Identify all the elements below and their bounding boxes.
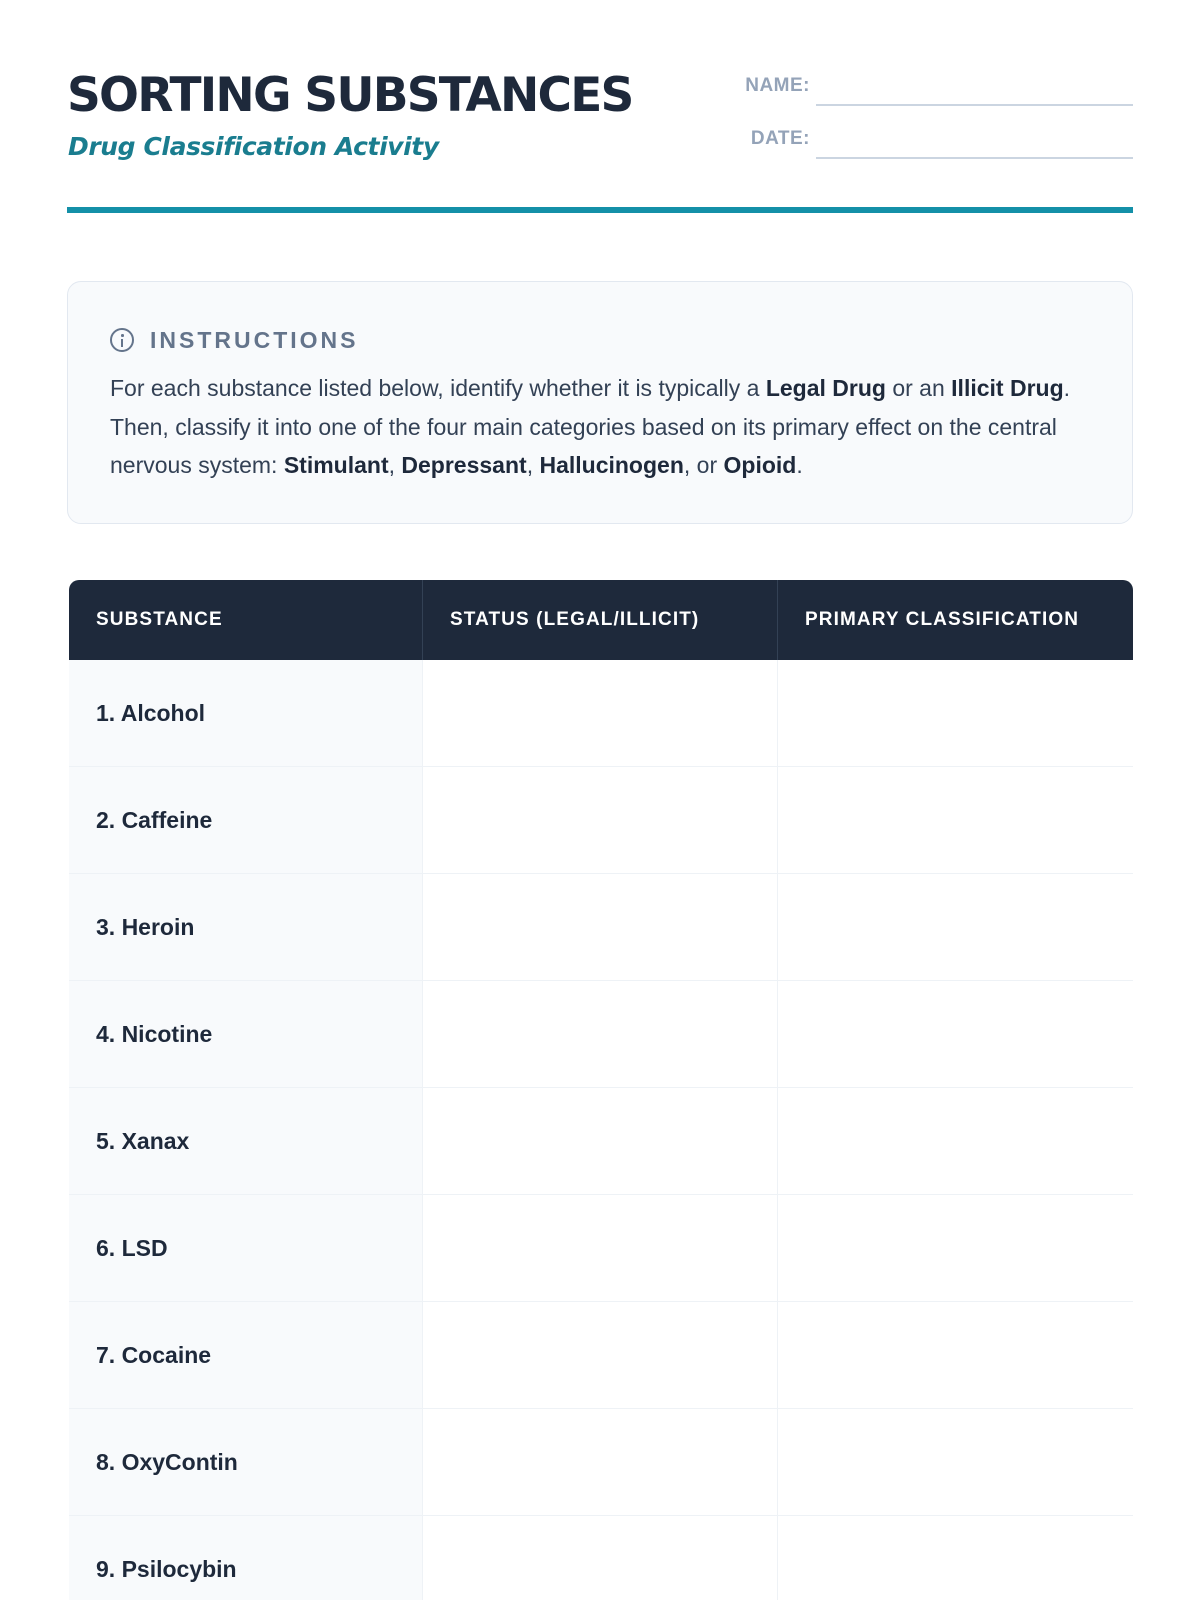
- term-illicit-drug: Illicit Drug: [951, 375, 1064, 401]
- table-row: [69, 1302, 1133, 1409]
- status-answer-cell[interactable]: [423, 1302, 778, 1408]
- header-divider: [67, 207, 1133, 213]
- status-answer-cell[interactable]: [423, 1516, 778, 1600]
- substance-cell: 1. Alcohol: [69, 660, 423, 766]
- classification-answer-cell[interactable]: [778, 1088, 1133, 1194]
- status-answer-cell[interactable]: [423, 1409, 778, 1515]
- substance-table: [69, 580, 1133, 1600]
- table-row: [69, 981, 1133, 1088]
- page-title: SORTING SUBSTANCES: [67, 68, 633, 123]
- substance-cell: 6. LSD: [69, 1195, 423, 1301]
- classification-answer-cell[interactable]: [778, 1302, 1133, 1408]
- substance-cell: 9. Psilocybin: [69, 1516, 423, 1600]
- instructions-text: For each substance listed below, identify whether it is typically a Legal Drug or an Illicit Drug. Then, classify it into one of the four main categories based on its primary effect on the central nervous system: Stimulant, Depressant, Hallucinogen, or Opioid.: [110, 375, 1071, 478]
- status-answer-cell[interactable]: [423, 874, 778, 980]
- substance-cell: 7. Cocaine: [69, 1302, 423, 1408]
- substance-cell: 8. OxyContin: [69, 1409, 423, 1515]
- classification-answer-cell[interactable]: [778, 1409, 1133, 1515]
- classification-answer-cell[interactable]: [778, 1195, 1133, 1301]
- classification-answer-cell[interactable]: [778, 874, 1133, 980]
- term-opioid: Opioid: [723, 452, 797, 478]
- term-stimulant: Stimulant: [283, 452, 389, 478]
- substance-cell: 4. Nicotine: [69, 981, 423, 1087]
- column-header-classification: PRIMARY CLASSIFICATION: [805, 609, 1080, 630]
- name-label: NAME:: [745, 75, 810, 96]
- classification-answer-cell[interactable]: [778, 1516, 1133, 1600]
- status-answer-cell[interactable]: [423, 1195, 778, 1301]
- instructions-panel: [67, 281, 1133, 524]
- date-field[interactable]: [816, 157, 1133, 159]
- substance-cell: 3. Heroin: [69, 874, 423, 980]
- term-hallucinogen: Hallucinogen: [539, 452, 684, 478]
- instructions-title: INSTRUCTIONS: [150, 326, 359, 353]
- status-answer-cell[interactable]: [423, 1088, 778, 1194]
- table-body: [69, 660, 1133, 1600]
- table-header: [69, 580, 1133, 660]
- date-label: DATE:: [750, 128, 810, 149]
- table-row: [69, 660, 1133, 767]
- term-depressant: Depressant: [401, 452, 527, 478]
- page-subtitle: Drug Classification Activity: [68, 132, 439, 161]
- table-row: [69, 1516, 1133, 1600]
- classification-answer-cell[interactable]: [778, 660, 1133, 766]
- substance-cell: 2. Caffeine: [69, 767, 423, 873]
- instructions-heading: [110, 326, 359, 354]
- status-answer-cell[interactable]: [423, 981, 778, 1087]
- substance-cell: 5. Xanax: [69, 1088, 423, 1194]
- table-row: [69, 1195, 1133, 1302]
- table-row: [69, 767, 1133, 874]
- table-row: [69, 874, 1133, 981]
- classification-answer-cell[interactable]: [778, 981, 1133, 1087]
- table-row: [69, 1409, 1133, 1516]
- table-row: [69, 1088, 1133, 1195]
- term-legal-drug: Legal Drug: [765, 375, 886, 401]
- column-header-status: STATUS (LEGAL/ILLICIT): [423, 580, 778, 660]
- status-answer-cell[interactable]: [423, 660, 778, 766]
- column-header-substance: SUBSTANCE: [69, 580, 423, 660]
- name-field[interactable]: [816, 104, 1133, 106]
- classification-answer-cell[interactable]: [778, 767, 1133, 873]
- status-answer-cell[interactable]: [423, 767, 778, 873]
- info-icon: [110, 328, 134, 352]
- worksheet-header: [67, 60, 1133, 160]
